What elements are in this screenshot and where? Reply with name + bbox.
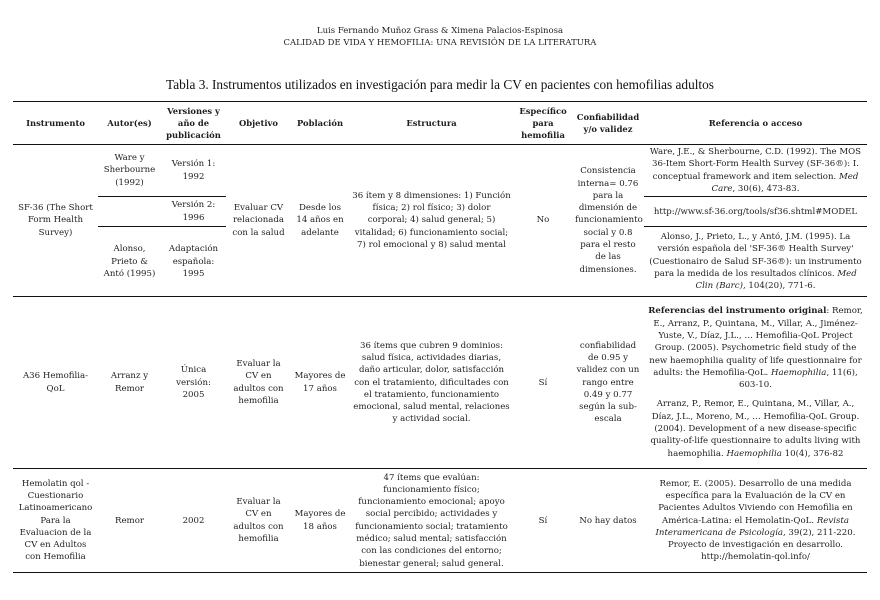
cell-objetivo: Evaluar la CV en adultos con hemofilia: [226, 297, 291, 469]
reference-text: , 39(2), 211-220. Proyecto de investigación en desarrollo. http://hemolatin-qol.info/: [667, 527, 856, 563]
reference-text: , 11(6), 603-10.: [739, 367, 858, 391]
reference-text: Arranz, P., Remor, E., Quintana, M., Villar, A., Díaz, J.L., Moreno, M., … Hemofilia-QoL Group. (2004). Development of a new disease-specific quality-of-life questionnaire to adults living with haemophilia.: [650, 399, 861, 459]
cell-instrumento: Hemolatin qol - Cuestionario Latinoamericano Para la Evaluacion de la CV en Adultos con Hemofilia: [13, 469, 98, 573]
cell-version: Versión 1: 1992: [161, 145, 226, 197]
cell-autor: [98, 197, 161, 227]
cell-poblacion: Mayores de 18 años: [291, 469, 349, 573]
cell-version: Adaptación española: 1995: [161, 227, 226, 297]
cell-objetivo: Evaluar la CV en adultos con hemofilia: [226, 469, 291, 573]
running-head-article-title: CALIDAD DE VIDA Y HEMOFILIA: UNA REVISIÓN DE LA LITERATURA: [283, 38, 597, 48]
cell-autor: Arranz y Remor: [98, 297, 161, 469]
reference-journal: Med Care: [711, 171, 859, 194]
table-header-row: [13, 102, 867, 145]
cell-version: 2002: [161, 469, 226, 573]
header-poblacion: Población: [291, 102, 349, 145]
header-confiabilidad: Confiabilidad y/o validez: [572, 102, 644, 145]
cell-referencia: [644, 145, 867, 197]
header-especifico: Específico para hemofilia: [514, 102, 572, 145]
reference-text: , 30(6), 473-83.: [732, 183, 800, 194]
cell-autor: Remor: [98, 469, 161, 573]
reference-text: Remor, E., Arranz, P., Quintana, M., Villar, A., Jiménez-Yuste, V., Díaz, J.L., … Hemofilia-QoL Project Group. (2005). Psychometric field study of the new haemophilia quality of life questionnaire for adults: the Hemofilia-QoL.: [649, 306, 863, 378]
table-row-a36: [13, 297, 867, 469]
cell-objetivo: Evaluar CV relacionada con la salud: [226, 145, 291, 297]
header-referencia: Referencia o acceso: [644, 102, 867, 145]
header-instrumento: Instrumento: [13, 102, 98, 145]
header-versiones: Versiones y año de publicación: [161, 102, 226, 145]
reference-block: [647, 398, 864, 459]
cell-poblacion: Mayores de 17 años: [291, 297, 349, 469]
table-row-sf36: [13, 145, 867, 197]
cell-version: Versión 2: 1996: [161, 197, 226, 227]
reference-journal: Med Clin (Barc): [695, 268, 857, 292]
cell-confiabilidad: confiabilidad de 0.95 y validez con un rango entre 0.49 y 0.77 según la sub-escala: [572, 297, 644, 469]
cell-instrumento: A36 Hemofilia-QoL: [13, 297, 98, 469]
cell-version: Única versión: 2005: [161, 297, 226, 469]
table-caption: Tabla 3. Instrumentos utilizados en investigación para medir la CV en pacientes con hemofilias adultos: [166, 77, 714, 92]
cell-referencia: [644, 469, 867, 573]
table-row-hemolatin: [13, 469, 867, 573]
reference-text: Alonso, J., Prieto, L., y Antó, J.M. (1995). La versión española del 'SF-36® Health Survey' (Cuestionairo de Salud SF-36®): un instrumento para la medida de los resultados clínicos.: [649, 231, 862, 279]
header-autores: Autor(es): [98, 102, 161, 145]
reference-text: 10(4), 376-82: [781, 448, 844, 459]
cell-especifico: Sí: [514, 297, 572, 469]
cell-instrumento: SF-36 (The Short Form Health Survey): [13, 145, 98, 297]
reference-heading-colon: :: [826, 306, 830, 317]
running-head-authors: Luis Fernando Muñoz Grass & Ximena Palacios-Espinosa: [316, 26, 564, 36]
cell-estructura: 36 ítems que cubren 9 dominios: salud física, actividades diarias, daño articular, dolor, satisfacción con el tratamiento, dificultades con el tratamiento, funcionamiento emocional, salud mental, relaciones y actividad social.: [349, 297, 514, 469]
cell-estructura: 47 ítems que evalúan: funcionamiento físico; funcionamiento emocional; apoyo social percibido; actividades y funcionamiento social; tratamiento médico; salud mental; satisfacción con las condiciones del entorno; bienestar general; salud general.: [349, 469, 514, 573]
cell-confiabilidad: No hay datos: [572, 469, 644, 573]
cell-confiabilidad: Consistencia interna= 0.76 para la dimensión de funcionamiento social y 0.8 para el resto de las dimensiones.: [572, 145, 644, 297]
reference-journal: Haemophilia: [726, 448, 782, 459]
cell-autor: Ware y Sherbourne (1992): [98, 145, 161, 197]
cell-especifico: Sí: [514, 469, 572, 573]
reference-text: Ware, J.E., & Sherbourne, C.D. (1992). The MOS 36-Item Short-Form Health Survey (SF-36®): I. conceptual framework and item selection.: [649, 147, 862, 182]
reference-text: , 104(20), 771-6.: [742, 281, 816, 292]
reference-heading: Referencias del instrumento original: [648, 306, 827, 317]
cell-especifico: No: [514, 145, 572, 297]
reference-text: Remor, E. (2005). Desarrollo de una medida específica para la Evaluación de la CV en Pacientes Adultos Viviendo con Hemofilia en América-Latina: el Hemolatin-QoL.: [658, 478, 853, 526]
running-head: [0, 25, 880, 49]
cell-autor: Alonso, Prieto & Antó (1995): [98, 227, 161, 297]
reference-block: [647, 305, 864, 391]
cell-referencia: [644, 297, 867, 469]
cell-referencia: [644, 227, 867, 297]
cell-poblacion: Desde los 14 años en adelante: [291, 145, 349, 297]
reference-journal: Revista Interamericana de Psicología: [655, 515, 849, 538]
cell-referencia: [644, 197, 867, 227]
header-estructura: Estructura: [349, 102, 514, 145]
reference-url[interactable]: http://www.sf-36.org/tools/sf36.shtml#MODEL: [653, 206, 858, 217]
cell-estructura: 36 ítem y 8 dimensiones: 1) Función física; 2) rol físico; 3) dolor corporal; 4) salud general; 5) vitalidad; 6) funcionamiento social; 7) rol emocional y 8) salud mental: [349, 145, 514, 297]
reference-journal: Haemophilia: [771, 367, 827, 378]
instruments-table: [13, 101, 867, 573]
header-objetivo: Objetivo: [226, 102, 291, 145]
